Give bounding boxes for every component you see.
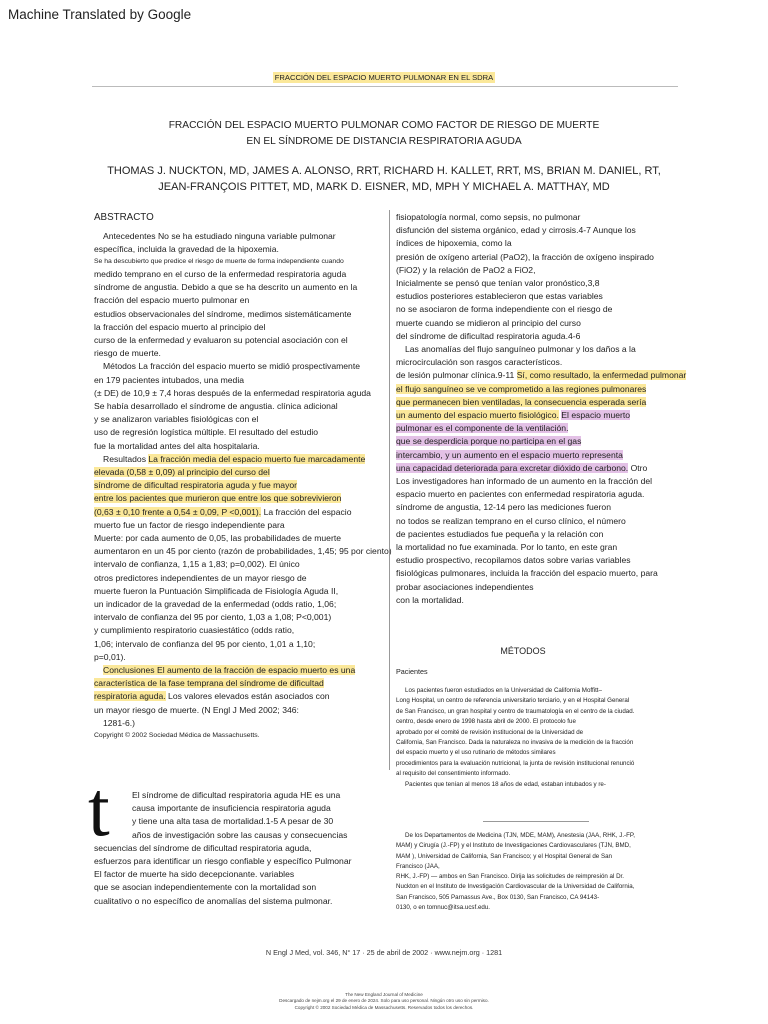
abstract-line	[94, 704, 386, 717]
abstract-line	[94, 532, 386, 545]
abstract-line	[94, 281, 386, 294]
line-text: no todos se realizan temprano en el curso clínico, el número	[396, 515, 626, 526]
body-line	[396, 317, 688, 330]
abstract-line	[94, 387, 386, 400]
highlighted-text: intercambio, y un aumento en el espacio muerto representa	[396, 449, 623, 460]
line-text: índices de hipoxemia, como la	[396, 238, 512, 249]
abstract-column	[94, 230, 392, 742]
abstract-line	[94, 479, 386, 492]
line-text: de lesión pulmonar clínica.9-11	[396, 370, 517, 381]
methods-line	[396, 728, 696, 738]
line-text: curso de la enfermedad y evaluaron su potencial asociación con el	[94, 334, 348, 345]
body-line	[396, 475, 688, 488]
tiny-footer-line: Descargado de nejm.org el 29 de enero de 2024. Solo para uso personal. Ningún otro uso sin permiso.	[279, 998, 489, 1004]
line-text: fisiopatología normal, como sepsis, no pulmonar	[396, 212, 581, 222]
line-text: Los valores elevados están asociados con	[165, 691, 330, 702]
line-text: de pacientes estudiados fue pequeña y la relación con	[396, 528, 604, 539]
intro-line: y tiene una alta tasa de mortalidad.1-5 A pesar de 30	[132, 816, 334, 827]
abstract-line	[94, 440, 386, 453]
line-text: un indicador de la gravedad de la enfermedad (odds ratio, 1,06;	[94, 598, 337, 609]
line-text: del síndrome de dificultad respiratoria aguda.4-6	[396, 330, 581, 341]
line-text: probar asociaciones independientes	[396, 581, 534, 592]
line-text: Se había desarrollado el síndrome de angustia. clínica adicional	[94, 400, 338, 411]
line-text: MAM ), Universidad de California, San Francisco; y el Hospital General de San	[396, 852, 612, 860]
highlighted-text: que permanecen bien ventiladas, la consecuencia esperada sería	[396, 396, 647, 407]
line-text: Las anomalías del flujo sanguíneo pulmonar y los daños a la	[405, 344, 636, 355]
line-text: muerte fueron la Puntuación Simplificada de Fisiología Aguda II,	[94, 585, 339, 596]
tiny-footer	[0, 992, 768, 1011]
abstract-line	[94, 321, 386, 334]
line-text: San Francisco, 505 Parnassus Ave., Box 0130, San Francisco, CA 94143-	[396, 893, 600, 901]
machine-translated-banner: Machine Translated by Google	[8, 7, 192, 22]
body-line	[396, 528, 688, 541]
line-text: Francisco (JAA,	[396, 862, 440, 870]
line-text: no se asociaron de forma independiente con el riesgo de	[396, 304, 613, 315]
line-text: California, San Francisco. Dada la naturaleza no invasiva de la medición de la fracción	[396, 739, 634, 747]
line-text: MAM) y Cirugía (J.-FP) y el Instituto de Investigaciones Cardiovasculares (TJN, BMD,	[396, 842, 631, 850]
body-line	[396, 211, 688, 224]
highlighted-text: característica de la fase temprana del síndrome de dificultad	[94, 678, 324, 689]
affiliation-line	[396, 872, 696, 882]
line-text: p=0,01).	[94, 651, 126, 662]
line-text: Long Hospital, un centro de referencia universitario terciario, y en el Hospital General	[396, 697, 630, 705]
methods-line	[396, 738, 696, 748]
body-line	[396, 290, 688, 303]
line-text: muerte cuando se midieron al principio del curso	[396, 317, 581, 328]
body-line	[396, 251, 688, 264]
line-text: Antecedentes No se ha estudiado ninguna variable pulmonar	[103, 231, 336, 241]
abstract-line	[94, 611, 386, 624]
body-line	[396, 435, 688, 448]
body-line	[396, 303, 688, 316]
line-text: otros predictores independientes de un mayor riesgo de	[94, 572, 307, 583]
methods-line	[396, 707, 696, 717]
body-line	[396, 488, 688, 501]
affiliation-line	[396, 903, 696, 913]
body-line	[396, 343, 688, 356]
highlighted-text: que se desperdicia porque no participa en el gas	[396, 436, 582, 447]
patients-column	[396, 686, 696, 790]
highlighted-text: el flujo sanguíneo se ve comprometido a las regiones pulmonares	[396, 383, 647, 394]
highlighted-text: Conclusiones El aumento de la fracción de espacio muerto es una	[103, 665, 356, 675]
body-line	[396, 422, 688, 435]
body-line	[396, 330, 688, 343]
methods-line	[396, 769, 696, 779]
line-text: estudios posteriores establecieron que estas variables	[396, 291, 603, 302]
line-text: Resultados	[103, 453, 149, 464]
right-column	[396, 211, 688, 607]
intro-column	[94, 789, 394, 908]
line-text: aumentaron en un 45 por ciento (razón de probabilidades, 1,45; 95 por ciento)	[94, 546, 392, 557]
abstract-line	[94, 374, 386, 387]
highlighted-text: elevada (0,58 ± 0,09) al principio del curso del	[94, 466, 270, 477]
line-text: específica, incluida la gravedad de la hipoxemia.	[94, 244, 279, 255]
line-text: muerto fue un factor de riesgo independiente para	[94, 519, 285, 530]
line-text: y se analizaron variables fisiológicas con el	[94, 414, 259, 425]
methods-line	[396, 696, 696, 706]
line-text: estudios observacionales del síndrome, medimos sistemáticamente	[94, 308, 352, 319]
methods-line	[396, 759, 696, 769]
line-text: espacio muerto en pacientes con enfermedad respiratoria aguda.	[396, 489, 645, 500]
abstract-line	[94, 268, 386, 281]
body-line	[396, 264, 688, 277]
abstract-line	[94, 545, 392, 558]
line-text: (± DE) de 10,9 ± 7,4 horas después de la enfermedad respiratoria aguda	[94, 387, 371, 398]
line-text: presión de oxígeno arterial (PaO2), la fracción de oxígeno inspirado	[396, 251, 654, 262]
body-line	[396, 449, 688, 462]
line-text: disfunción del sistema orgánico, edad y cirrosis.4-7 Aunque los	[396, 225, 636, 236]
line-text: La fracción del espacio	[261, 506, 352, 517]
line-text: Otro	[628, 462, 648, 473]
abstract-line	[94, 624, 386, 637]
abstract-line	[94, 558, 386, 571]
abstract-line	[94, 334, 386, 347]
line-text: Inicialmente se pensó que tenían valor pronóstico,3,8	[396, 278, 600, 289]
line-text: y cumplimiento respiratorio cuasiestático (odds ratio,	[94, 625, 295, 636]
intro-line: El factor de muerte ha sido decepcionante. variables	[94, 869, 295, 880]
body-line	[396, 501, 688, 514]
intro-line: causa importante de insuficiencia respiratoria aguda	[132, 803, 331, 814]
methods-line	[396, 748, 696, 758]
line-text: riesgo de muerte.	[94, 348, 161, 359]
line-text: intervalo de confianza del 95 por ciento, 1,03 a 1,08; P<0,001)	[94, 612, 332, 623]
methods-line	[396, 717, 696, 727]
body-line	[396, 409, 688, 422]
running-head-text: FRACCIÓN DEL ESPACIO MUERTO PULMONAR EN EL SDRA	[274, 73, 494, 82]
affiliation-line	[396, 831, 696, 841]
abstract-line	[94, 294, 386, 307]
highlighted-text: entre los pacientes que murieron que entre los que sobrevivieron	[94, 493, 342, 504]
intro-line: secuencias del síndrome de dificultad respiratoria aguda,	[94, 842, 312, 853]
abstract-line	[94, 492, 386, 505]
abstract-line	[94, 730, 386, 742]
abstract-line	[94, 677, 386, 690]
affiliation-line	[396, 841, 696, 851]
intro-line: que se asocian independientemente con la mortalidad son	[94, 882, 317, 893]
line-text: síndrome de angustia, 12-14 pero las mediciones fueron	[396, 502, 611, 513]
tiny-footer-line: Copyright © 2002 Sociedad Médica de Massachusetts. Reservados todos los derechos.	[294, 1004, 474, 1010]
abstract-line	[94, 347, 386, 360]
body-line	[396, 541, 688, 554]
body-line	[396, 515, 688, 528]
line-text: intervalo de confianza, 1,15 a 1,83; p=0,002). El único	[94, 559, 300, 570]
body-line	[396, 237, 688, 250]
line-text: RHK, J.-FP) — ambos en San Francisco. Dirija las solicitudes de reimpresión al Dr.	[396, 873, 624, 881]
abstract-line	[94, 308, 386, 321]
line-text: con la mortalidad.	[396, 594, 464, 605]
title-line: EN EL SÍNDROME DE DISTANCIA RESPIRATORIA AGUDA	[246, 135, 522, 147]
body-line	[396, 554, 688, 567]
column-divider	[389, 210, 390, 770]
affiliations	[396, 831, 696, 913]
abstract-heading: ABSTRACTO	[94, 212, 154, 223]
highlighted-text: una capacidad deteriorada para excretar dióxido de carbono.	[396, 462, 629, 473]
journal-footer: N Engl J Med, vol. 346, N° 17 · 25 de abril de 2002 · www.nejm.org · 1281	[265, 948, 503, 957]
intro-line: años de investigación sobre las causas y consecuencias	[132, 829, 348, 840]
body-line	[396, 383, 688, 396]
line-text: 0130, o en tomnuc@itsa.ucsf.edu.	[396, 904, 490, 912]
methods-heading: MÉTODOS	[500, 646, 546, 656]
affiliation-line	[396, 862, 696, 872]
line-text: Pacientes que tenían al menos 18 años de edad, estaban intubados y re-	[405, 780, 606, 788]
body-line	[396, 581, 688, 594]
line-text: (FiO2) y la relación de PaO2 a FiO2,	[396, 264, 536, 275]
abstract-line	[94, 519, 386, 532]
abstract-line	[94, 400, 386, 413]
abstract-line	[94, 651, 386, 664]
highlighted-text: síndrome de dificultad respiratoria aguda y fue mayor	[94, 480, 298, 491]
authors-line: THOMAS J. NUCKTON, MD, JAMES A. ALONSO, RRT, RICHARD H. KALLET, RRT, MS, BRIAN M. DANIEL, RT,	[107, 165, 661, 177]
abstract-line	[94, 664, 386, 677]
body-line	[396, 356, 688, 369]
affiliation-line	[396, 852, 696, 862]
line-text: uso de regresión logística múltiple. El resultado del estudio	[94, 427, 319, 438]
line-text: en 179 pacientes intubados, una media	[94, 374, 245, 385]
abstract-line	[94, 256, 386, 268]
abstract-line	[94, 598, 386, 611]
intro-line: cualitativo o no específico de anomalías del sistema pulmonar.	[94, 895, 333, 906]
highlighted-text: (0,63 ± 0,10 frente a 0,54 ± 0,09, P <0,001).	[94, 506, 262, 517]
abstract-line	[94, 690, 386, 703]
patients-heading: Pacientes	[396, 667, 428, 676]
body-line	[396, 369, 688, 382]
line-text: Los pacientes fueron estudiados en la Universidad de California Moffitt–	[405, 687, 602, 694]
line-text: 1,06; intervalo de confianza del 95 por ciento, 1,01 a 1,10;	[94, 638, 316, 649]
abstract-line	[94, 360, 386, 373]
line-text: medido temprano en el curso de la enfermedad respiratoria aguda	[94, 268, 347, 279]
affiliation-line	[396, 893, 696, 903]
line-text: microcirculación son rasgos característicos.	[396, 357, 563, 368]
line-text: centro, desde enero de 1998 hasta abril de 2000. El protocolo fue	[396, 718, 576, 726]
authors	[0, 164, 768, 195]
tiny-footer-line: The New England Journal of Medicine	[345, 992, 423, 997]
line-text: procedimientos para la evaluación nutricional, la junta de revisión institucional renunció	[396, 759, 635, 767]
highlighted-text: pulmonar es el componente de la ventilación.	[396, 423, 569, 434]
line-text: 1281-6.)	[103, 717, 136, 728]
body-line	[396, 567, 688, 580]
abstract-line	[94, 572, 386, 585]
highlighted-text: El espacio muerto	[561, 410, 631, 421]
intro-line: esfuerzos para identificar un riesgo confiable y específico Pulmonar	[94, 856, 352, 867]
line-text: De los Departamentos de Medicina (TJN, MDE, MAM), Anestesia (JAA, RHK, J.-FP,	[405, 832, 635, 839]
title-line: FRACCIÓN DEL ESPACIO MUERTO PULMONAR COMO FACTOR DE RIESGO DE MUERTE	[168, 120, 600, 131]
line-text: fue la mortalidad antes del alta hospitalaria.	[94, 440, 260, 451]
drop-cap: t	[88, 765, 110, 852]
body-line	[396, 462, 688, 475]
abstract-line	[94, 453, 386, 466]
methods-line	[396, 686, 696, 696]
line-text: Muerte: por cada aumento de 0,05, las probabilidades de muerte	[94, 532, 341, 543]
line-text: Copyright © 2002 Sociedad Médica de Massachusetts.	[94, 732, 260, 740]
abstract-line	[94, 506, 386, 519]
article-title	[0, 118, 768, 149]
affiliation-line	[396, 882, 696, 892]
line-text: de San Francisco, un gran hospital y centro de traumatología en el centro de la ciudad.	[396, 707, 635, 715]
abstract-line	[94, 230, 386, 243]
line-text: síndrome de angustia. Debido a que se ha descrito un aumento en la	[94, 282, 358, 293]
line-text: la mortalidad no fue examinada. Por lo tanto, en este gran	[396, 542, 618, 553]
intro-line: El síndrome de dificultad respiratoria aguda HE es una	[132, 790, 341, 800]
line-text: Los investigadores han informado de un aumento en la fracción del	[396, 476, 653, 487]
body-line	[396, 277, 688, 290]
abstract-line	[94, 426, 386, 439]
line-text: al requisito del consentimiento informado.	[396, 770, 511, 778]
abstract-line	[94, 717, 386, 730]
line-text: estudio prospectivo, recopilamos datos sobre varias variables	[396, 555, 631, 566]
line-text: Se ha descubierto que predice el riesgo de muerte de forma independiente cuando	[94, 258, 344, 266]
highlighted-text: respiratoria aguda.	[94, 691, 166, 702]
abstract-line	[94, 638, 386, 651]
body-line	[396, 594, 688, 607]
abstract-line	[94, 585, 386, 598]
line-text: fisiológicas pulmonares, incluida la fracción del espacio muerto, para	[396, 568, 658, 579]
line-text: fracción del espacio muerto pulmonar en	[94, 295, 250, 306]
highlighted-text: Sí, como resultado, la enfermedad pulmonar	[516, 370, 687, 381]
abstract-line	[94, 243, 386, 256]
abstract-line	[94, 413, 386, 426]
body-line	[396, 224, 688, 237]
highlighted-text: un aumento del espacio muerto fisiológico.	[396, 410, 559, 421]
line-text: un mayor riesgo de muerte. (N Engl J Med 2002; 346:	[94, 704, 299, 715]
highlighted-text: La fracción media del espacio muerto fue marcadamente	[148, 453, 366, 464]
methods-line	[396, 780, 696, 790]
header-rule	[92, 86, 678, 87]
line-text: Métodos La fracción del espacio muerto se midió prospectivamente	[103, 361, 360, 372]
line-text: Nuckton en el Instituto de Investigación Cardiovascular de la Universidad de California,	[396, 883, 635, 891]
running-head	[0, 73, 768, 82]
line-text: del espacio muerto y el uso rutinario de métodos similares	[396, 749, 556, 757]
line-text: la fracción del espacio muerto al principio del	[94, 321, 266, 332]
body-line	[396, 396, 688, 409]
abstract-line	[94, 466, 386, 479]
line-text: aprobado por el comité de revisión institucional de la Universidad de	[396, 728, 584, 736]
authors-line: JEAN-FRANÇOIS PITTET, MD, MARK D. EISNER, MD, MPH Y MICHAEL A. MATTHAY, MD	[158, 180, 610, 193]
footnote-rule	[483, 821, 589, 822]
